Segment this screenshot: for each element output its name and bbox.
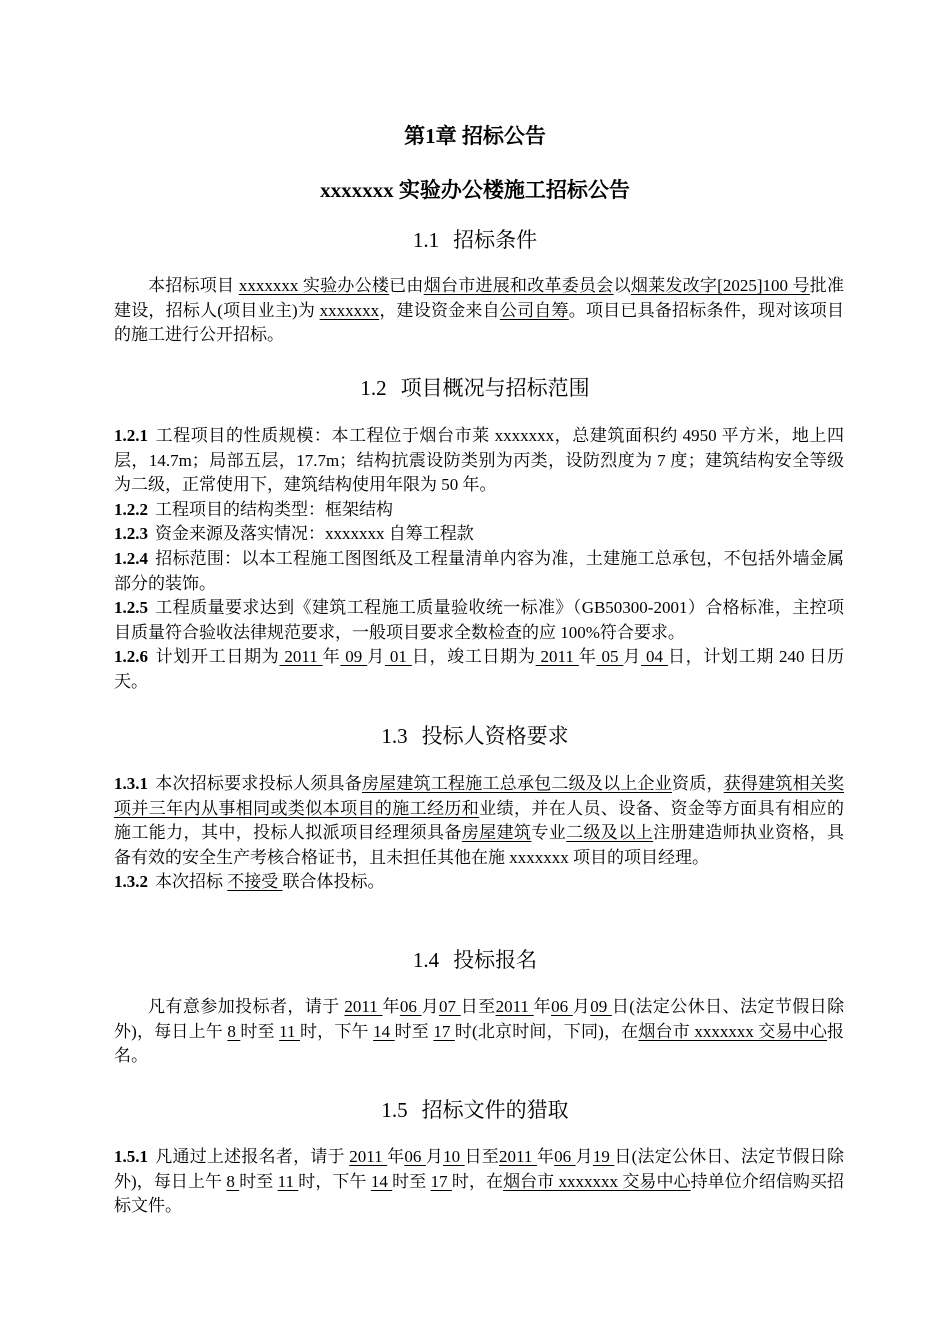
item-number: 1.3.1 [114, 774, 148, 793]
text: 批准建设，招标人(项目业主)为 [114, 276, 845, 320]
date-value: 2011 [499, 1147, 537, 1166]
item-text: 工程项目的结构类型：框架结构 [155, 499, 393, 519]
time-value: 11 [277, 1171, 299, 1191]
item-number: 1.2.1 [114, 426, 148, 445]
approval-number: 烟莱发改字[2025]100 号 [630, 276, 810, 295]
item-text: 资金来源及落实情况：xxxxxxx 自筹工程款 [155, 524, 474, 544]
paragraph-1-4 [114, 995, 844, 1069]
section-title: 招标文件的猎取 [421, 1098, 569, 1122]
experience-requirement: 获得建筑相关奖项并三年内从事相同或类似本项目的施工经历和 [114, 774, 845, 818]
section-title: 招标条件 [453, 228, 538, 252]
section-heading-1-1 [0, 224, 950, 254]
text: 本招标项目 [148, 276, 239, 295]
start-month: 09 [340, 647, 368, 667]
text: 本次招标要求投标人须具备 [155, 774, 362, 793]
start-day: 01 [384, 647, 412, 667]
text: ，建设资金来自 [379, 300, 500, 320]
text: 日，竣工日期为 [411, 647, 536, 667]
section-number: 1.5 [381, 1098, 408, 1122]
date-value: 19 [592, 1147, 615, 1166]
date-value: 2011 [344, 997, 383, 1016]
text: 日(法定公休日、法定节假日除外)，每日上午 [114, 997, 845, 1041]
date-value: 06 [399, 997, 422, 1016]
text: 日，计划工期 240 日历天。 [114, 647, 845, 691]
start-year: 2011 [279, 647, 323, 667]
section-heading-1-4 [0, 944, 950, 974]
section-heading-1-2 [0, 372, 950, 402]
text: 月 [425, 1147, 444, 1166]
text: 时，在 [451, 1171, 504, 1191]
text: 报名。 [114, 1021, 845, 1066]
paragraph-1-2 [114, 424, 844, 695]
item-number: 1.2.6 [114, 647, 148, 667]
text: 月 [367, 647, 385, 667]
item-number: 1.2.3 [114, 524, 148, 544]
list-item [114, 498, 844, 523]
time-value: 17 [433, 1021, 455, 1041]
text: 本次招标 [155, 872, 228, 892]
time-value: 14 [373, 1021, 395, 1041]
tenderer-name: xxxxxxx [319, 300, 380, 320]
text: 年 [322, 647, 341, 667]
funding-source: 公司自筹 [499, 300, 569, 320]
text: 计划开工日期为 [155, 647, 280, 667]
list-item [114, 547, 844, 596]
text: 以 [613, 276, 631, 295]
consortium-option: 不接受 [227, 872, 283, 892]
item-number: 1.2.5 [114, 598, 148, 618]
section-title: 项目概况与招标范围 [400, 376, 590, 400]
time-value: 14 [370, 1171, 393, 1191]
text: 月 [572, 997, 591, 1016]
text: 月 [623, 647, 642, 667]
list-item [114, 645, 844, 694]
text: 年 [536, 1147, 555, 1166]
item-number: 1.2.2 [114, 499, 148, 519]
text: 时(北京时间，下同)，在 [454, 1021, 639, 1041]
item-text: 招标范围：以本工程施工图图纸及工程量清单内容为准，土建施工总承包，不包括外墙金属部分的装饰。 [114, 548, 844, 593]
text: 凡有意参加投标者，请于 [148, 997, 345, 1016]
venue: 烟台市 xxxxxxx 交易中心 [638, 1021, 828, 1041]
text: 持单位介绍信购买招标文件。 [114, 1171, 845, 1216]
venue: 烟台市 xxxxxxx 交易中心 [503, 1171, 691, 1191]
text: 年 [387, 1147, 405, 1166]
text: 月 [575, 1147, 593, 1166]
item-number: 1.5.1 [114, 1147, 148, 1166]
text: 日(法定公休日、法定节假日除外)，每日上午 [114, 1147, 845, 1191]
text: 年 [533, 997, 552, 1016]
text: 注册建造师执业资格，具备有效的安全生产考核合格证书，且未担任其他在施 xxxxxxx 项目的项目经理。 [114, 823, 845, 867]
text: 年 [578, 647, 597, 667]
date-value: 10 [443, 1147, 465, 1166]
text: 时，下午 [298, 1171, 371, 1191]
qualification: 房屋建筑工程施工总承包二级及以上企业 [361, 774, 672, 793]
date-value: 2011 [495, 997, 534, 1016]
time-value: 8 [227, 1021, 241, 1041]
date-value: 07 [439, 997, 461, 1016]
text: 。项目已具备招标条件，现对该项目的施工进行公开招标。 [114, 300, 845, 345]
section-title: 投标人资格要求 [421, 724, 569, 748]
section-heading-1-3 [0, 720, 950, 750]
end-day: 04 [641, 647, 668, 667]
item-text: 工程项目的性质规模：本工程位于烟台市莱 xxxxxxx，总建筑面积约 4950 平方米，地上四层，14.7m；局部五层，17.7m；结构抗震设防类别为丙类，设防烈度为 7 度；建筑结构安全等级为二级，正常使用下，建筑结构使用年限为 50 年。 [114, 426, 844, 495]
date-value: 06 [554, 1147, 576, 1166]
list-item [114, 1145, 844, 1219]
text: 已由 [389, 276, 424, 295]
list-item [114, 772, 844, 870]
text: 专业 [531, 823, 567, 843]
text: 时至 [239, 1171, 278, 1191]
text: 年 [382, 997, 400, 1016]
specialty: 房屋建筑 [461, 823, 532, 843]
paragraph-1-3 [114, 772, 844, 895]
section-number: 1.2 [360, 376, 387, 400]
paragraph-1-5 [114, 1145, 844, 1219]
end-month: 05 [596, 647, 624, 667]
section-title: 投标报名 [453, 948, 538, 972]
text: 联合体投标。 [282, 872, 385, 892]
section-heading-1-5 [0, 1094, 950, 1124]
date-value: 09 [590, 997, 612, 1016]
list-item [114, 596, 844, 645]
text: 业绩，并在人员、设备、资金等方面具有相应的施工能力，其中，投标人拟派项目经理须具备 [114, 798, 845, 843]
grade-level: 二级及以上 [566, 823, 654, 843]
text: 时至 [392, 1171, 431, 1191]
list-item [114, 424, 844, 498]
text: 资质， [672, 774, 724, 793]
list-item [114, 522, 844, 547]
project-name: xxxxxxx 实验办公楼 [238, 276, 390, 295]
text: 时，下午 [299, 1021, 374, 1041]
section-number: 1.3 [381, 724, 408, 748]
notice-title: xxxxxxx 实验办公楼施工招标公告 [320, 178, 630, 202]
paragraph-1-1 [114, 274, 844, 348]
time-value: 17 [430, 1171, 452, 1191]
date-value: 06 [404, 1147, 426, 1166]
item-number: 1.3.2 [114, 872, 148, 892]
text: 日至 [460, 997, 496, 1016]
date-value: 2011 [349, 1147, 388, 1166]
date-value: 06 [551, 997, 573, 1016]
time-value: 8 [226, 1171, 240, 1191]
end-year: 2011 [535, 647, 579, 667]
text: 时至 [394, 1021, 434, 1041]
item-number: 1.2.4 [114, 548, 148, 568]
text: 日至 [464, 1147, 500, 1166]
list-item [114, 870, 844, 895]
text: 凡通过上述报名者，请于 [155, 1147, 350, 1166]
item-text: 工程质量要求达到《建筑工程施工质量验收统一标准》（GB50300-2001）合格标准，主控项目质量符合验收法律规范要求，一般项目要求全数检查的应 100%符合要求。 [114, 598, 844, 642]
text: 时至 [240, 1021, 280, 1041]
section-number: 1.1 [412, 228, 440, 252]
text: 月 [421, 997, 440, 1016]
section-number: 1.4 [412, 948, 440, 972]
time-value: 11 [279, 1021, 300, 1041]
chapter-title: 第1章 招标公告 [404, 124, 546, 148]
approval-authority: 烟台市进展和改革委员会 [423, 276, 614, 295]
